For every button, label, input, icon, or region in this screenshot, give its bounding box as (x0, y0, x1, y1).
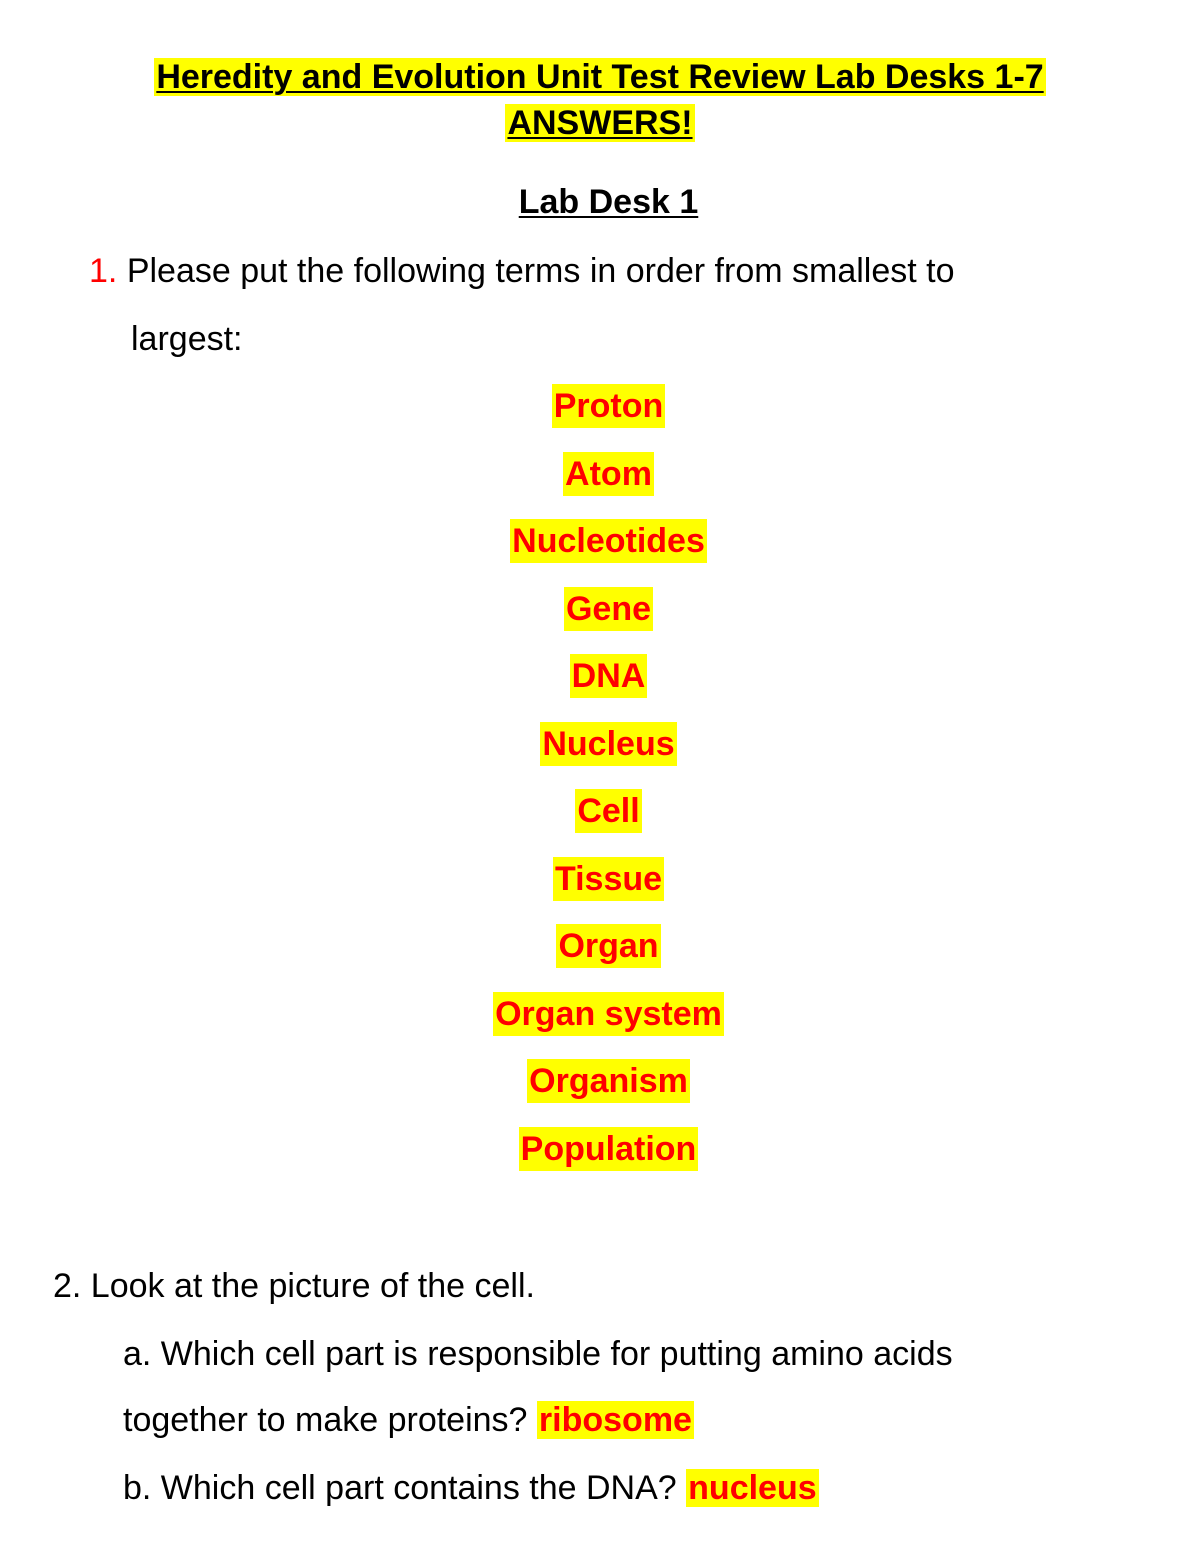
question-2b: b. Which cell part contains the DNA? nucleus (123, 1469, 817, 1507)
section-heading-lab-desk-1: Lab Desk 1 (518, 183, 699, 221)
document-title-line-2: ANSWERS! (507, 104, 693, 142)
answer-item: Population (0, 1127, 1200, 1195)
answer-item: Tissue (0, 857, 1200, 925)
question-1-line-1 (89, 251, 955, 291)
question-2a-line-1: a. Which cell part is responsible for putting amino acids (123, 1335, 953, 1373)
question-2a-answer: ribosome (538, 1401, 692, 1439)
question-1-answer-list (0, 384, 1200, 1194)
answer-item: Organ (0, 924, 1200, 992)
answer-item: Organ system (0, 992, 1200, 1060)
answer-item: Nucleotides (0, 519, 1200, 587)
answer-item: Proton (0, 384, 1200, 452)
question-2b-answer: nucleus (688, 1469, 817, 1507)
answer-item: DNA (0, 654, 1200, 722)
question-2a-line-2: together to make proteins? ribosome (123, 1401, 692, 1439)
question-1-line-2: largest: (131, 320, 243, 358)
answer-item: Atom (0, 452, 1200, 520)
answer-item: Organism (0, 1059, 1200, 1127)
document-title-line-1: Heredity and Evolution Unit Test Review Lab Desks 1-7 (156, 58, 1044, 96)
answer-item: Nucleus (0, 722, 1200, 790)
question-1-text: Please put the following terms in order from smallest to (126, 252, 955, 290)
answer-item: Cell (0, 789, 1200, 857)
question-2-text: 2. Look at the picture of the cell. (53, 1267, 535, 1305)
answer-item: Gene (0, 587, 1200, 655)
question-1-number: 1. (89, 252, 118, 290)
